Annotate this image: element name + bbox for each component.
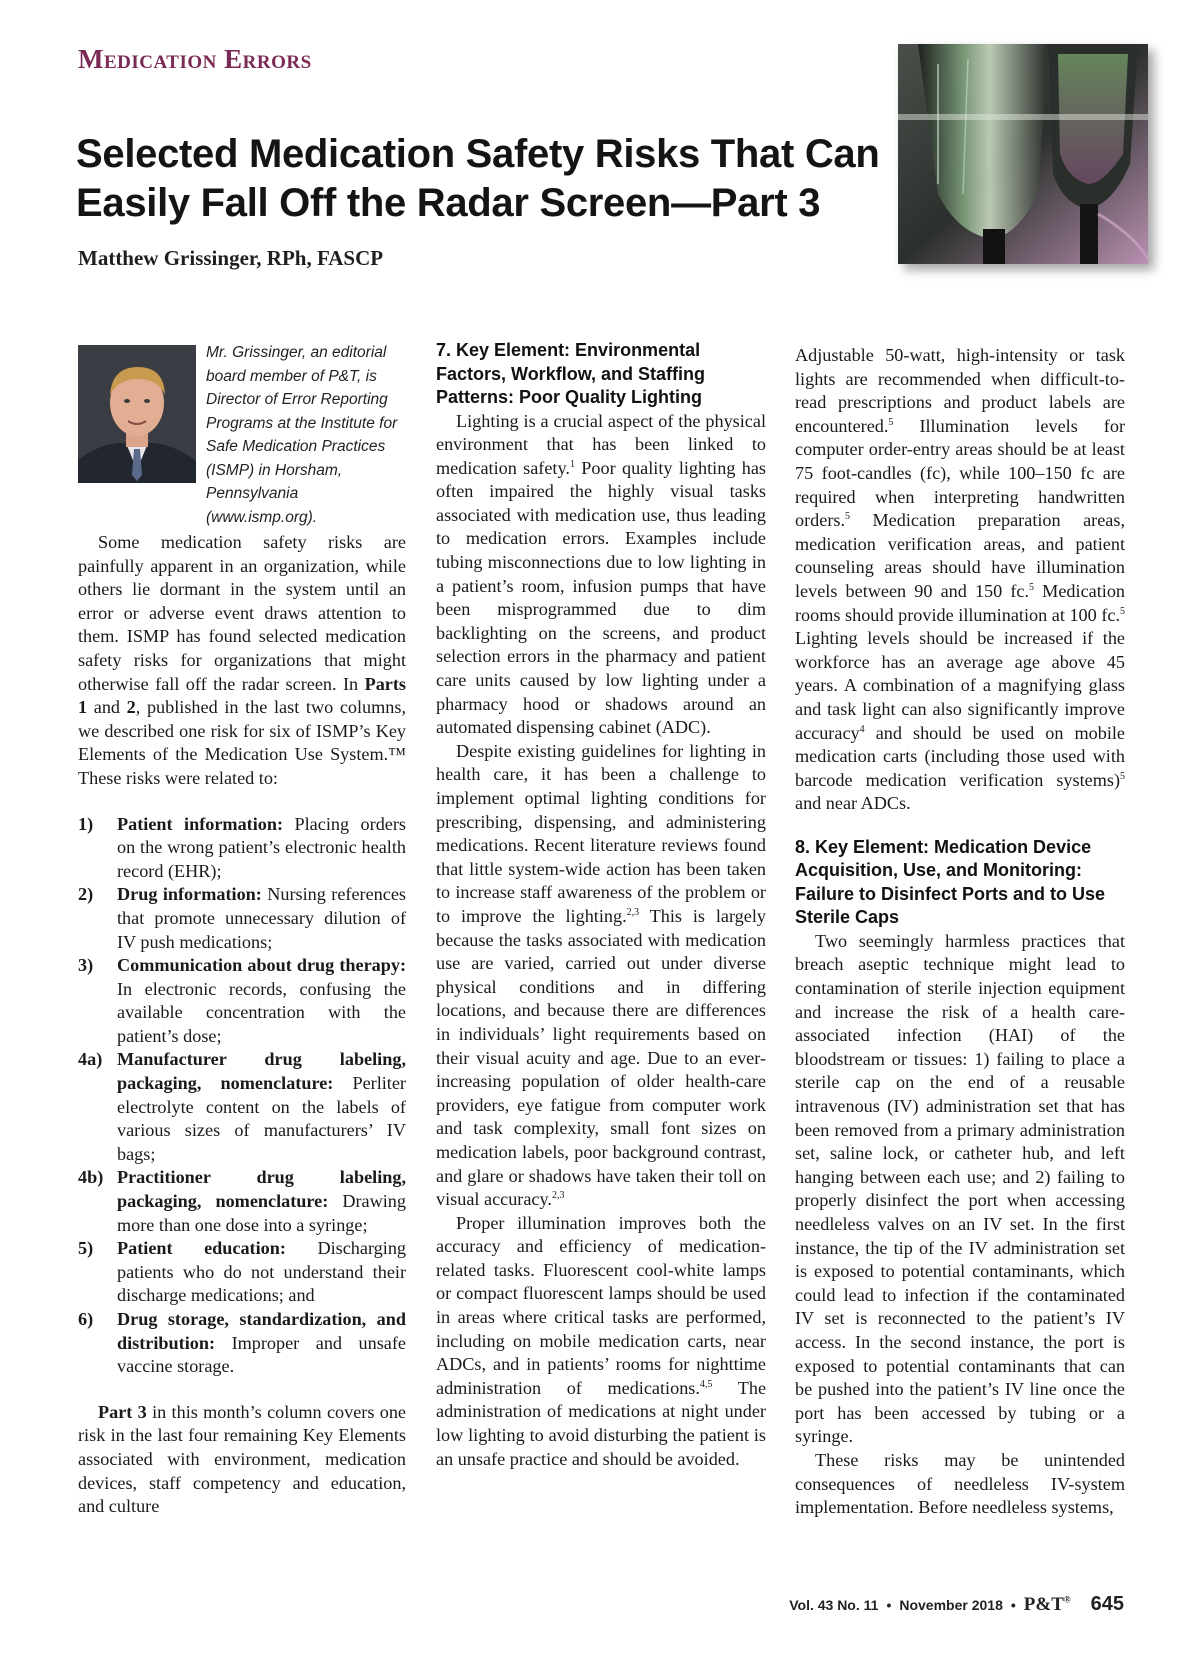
list-item: 5) Patient education: Discharging patients who do not understand their discharge medications; and: [78, 1238, 407, 1306]
paragraph: Proper illumination improves both the accuracy and efficiency of medication-related tasks. Fluorescent cool-white lamps or compact fluorescent lamps should be used in areas where critical tasks are performed, including on mobile medication carts, near ADCs, and in patients’ rooms for nighttime administration of medications.$^{4,5}$ The administration of medications at night under low lighting to avoid disturbing the patient is an unsafe practice and should be avoided.: [436, 1212, 767, 1469]
paragraph: These risks may be unintended consequences of needleless IV-system implementation. Before needleless systems,: [795, 1449, 1125, 1518]
section-label: Medication Errors: [78, 44, 312, 74]
column-2: [436, 339, 766, 1471]
author-byline: Matthew Grissinger, RPh, FASCP: [78, 246, 384, 270]
journal-name: P&T®: [1023, 1594, 1071, 1615]
column-3: [795, 344, 1125, 1520]
column-1: [78, 531, 406, 1519]
part3-paragraph: Part 3 in this month’s column covers one risk in the last four remaining Key Elements associated with environment, medication devices, staff competency and education, and culture: [78, 1401, 406, 1517]
author-photo: [78, 345, 196, 483]
volume-issue: Vol. 43 No. 11: [789, 1597, 879, 1613]
intro-paragraph: Some medication safety risks are painfully apparent in an organization, while others lie dormant in the system until an error or adverse event draws attention to them. ISMP has found selected medication safety risks for organizations that might otherwise fall off the radar screen. In Parts 1 and 2, published in the last two columns, we described one risk for six of ISMP’s Key Elements of the Medication Use System.™ These risks were related to:: [78, 532, 407, 788]
page-number: 645: [1090, 1593, 1124, 1615]
list-item: 4b) Practitioner drug labeling, packaging, nomenclature: Drawing more than one dose into a syringe;: [78, 1167, 406, 1235]
list-item: 4a) Manufacturer drug labeling, packaging, nomenclature: Perliter electrolyte content on the labels of various sizes of manufacturers’ IV bags;: [78, 1049, 406, 1164]
issue-date: November 2018: [899, 1597, 1003, 1613]
list-item: 3) Communication about drug therapy: In electronic records, confusing the available concentration with the patient’s dose;: [78, 955, 406, 1046]
article-title: Selected Medication Safety Risks That Can Easily Fall Off the Radar Screen—Part 3: [76, 132, 880, 225]
paragraph: Two seemingly harmless practices that breach aseptic technique might lead to contamination of sterile injection equipment and increase the risk of a health care-associated infection (HAI) of the bloodstream or tissues: 1) failing to place a sterile cap on the end of a reusable intravenous (IV) administration set that has been removed from a primary administration set, saline lock, or catheter hub, and left hanging between each use; and 2) failing to properly disinfect the port when accessing needleless valves on an IV set. In the first instance, the tip of the IV administration set is exposed to potential contaminants, which could lead to infection if the contaminated IV set is reconnected to the patient’s IV access. In the second instance, the port is exposed to potential contaminants that can be pushed into the patient’s IV line once the port has been accessed by tubing or a syringe.: [795, 930, 1125, 1447]
paragraph: Despite existing guidelines for lighting in health care, it has been a challenge to implement optimal lighting conditions for prescribing, dispensing, and administering medications. Recent literature reviews found that little system-wide action has been taken to increase staff awareness of the problem or to improve the lighting.$^{2,3}$ This is largely because the tasks associated with medication use are varied, carried out under diverse physical conditions and in differing locations, and because there are differences in individuals’ light requirements based on their visual acuity and age. Due to an ever-increasing population of older health-care providers, eye fatigue from computer work and task complexity, small font sizes on medication labels, poor background contrast, and glare or shadows have taken their toll on visual accuracy.$^{2,3}$: [436, 740, 766, 1210]
risk-list: [78, 813, 406, 1379]
list-item: 6) Drug storage, standardization, and distribution: Improper and unsafe vaccine storage.: [78, 1309, 406, 1377]
author-bio: Mr. Grissinger, an editorial board member of P&T, is Director of Error Reporting Programs at the Institute for Safe Medication Practices (ISMP) in Horsham, Pennsylvania (www.ismp.org).: [206, 344, 398, 526]
list-item: 1) Patient information: Placing orders on the wrong patient’s electronic health record (EHR);: [78, 813, 406, 881]
page-footer: Vol. 43 No. 11 • November 2018 • P&T® 645: [789, 1593, 1124, 1615]
section-heading-8: 8. Key Element: Medication Device Acquisition, Use, and Monitoring: Failure to Disinfect Ports and to Use Sterile Caps: [795, 836, 1106, 928]
list-item: 2) Drug information: Nursing references that promote unnecessary dilution of IV push medications;: [78, 884, 406, 952]
paragraph: Adjustable 50-watt, high-intensity or task lights are recommended when difficult-to-read prescriptions and product labels are encountered.$^5$ Illumination levels for computer order-entry areas should be at least 75 foot-candles (fc), while 100–150 fc are required when interpreting handwritten orders.$^5$ Medication preparation areas, medication verification areas, and patient counseling areas should have illumination levels between 90 and 150 fc.$^5$ Medication rooms should provide illumination at 100 fc.$^5$ Lighting levels should be increased if the workforce has an average age above 45 years. A combination of a magnifying glass and task light can also significantly improve accuracy$^4$ and should be used on mobile medication carts (including those used with barcode medication verification systems)$^5$ and near ADCs.: [795, 345, 1126, 814]
section-heading-7: 7. Key Element: Environmental Factors, Workflow, and Staffing Patterns: Poor Quality Lighting: [436, 340, 706, 407]
paragraph: Lighting is a crucial aspect of the physical environment that has been linked to medication safety.$^1$ Poor quality lighting has often impaired the highly visual tasks associated with medication use, thus leading to medication errors. Examples include tubing misconnections due to low lighting in a patient’s room, infusion pumps that have been misprogrammed due to dim backlighting on the screens, and product selection errors in the pharmacy and patient care units caused by low lighting under a pharmacy hood or shadows around an automated dispensing cabinet (ADC).: [436, 410, 766, 738]
iv-bag-photo: [898, 44, 1148, 264]
